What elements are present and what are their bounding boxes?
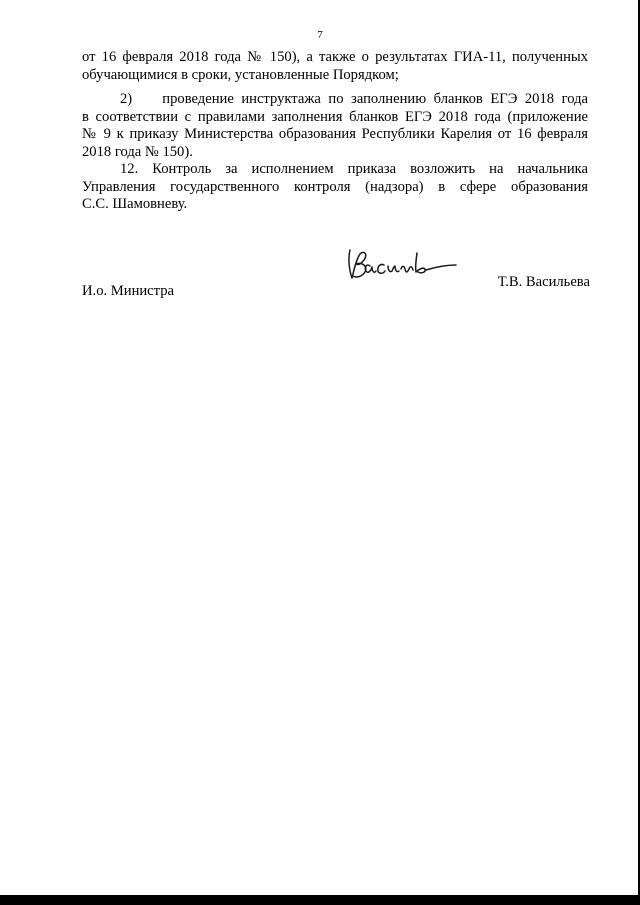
text-line: 12. Контроль за исполнением приказа возложить на начальника [120,161,588,177]
text-line: от 16 февраля 2018 года № 150), а также о результатах ГИА-11, полученных [82,49,588,65]
paragraph-exam-results [82,49,588,84]
text-line: 2) проведение инструктажа по заполнению бланков ЕГЭ 2018 года [120,91,588,107]
handwritten-signature [340,236,460,286]
text-line: С.С. Шамовневу. [82,196,188,212]
text-line: Управления государственного контроля (надзора) в сфере образования [82,178,588,195]
text-line: № 9 к приказу Министерства образования Республики Карелия от 16 февраля [82,126,588,142]
text-line: в соответствии с правилами заполнения бланков ЕГЭ 2018 года (приложение [82,108,588,125]
paragraph-briefing [82,91,588,161]
position-title: И.о. Министра [82,283,174,299]
page-number: 7 [317,29,323,41]
signatory-name: Т.В. Васильева [497,274,590,290]
text-line: обучающимися в сроки, установленные Порядком; [82,66,399,83]
paragraph-control [82,161,588,214]
text-line: 2018 года № 150). [82,143,193,160]
scan-edge-bottom [0,895,640,905]
